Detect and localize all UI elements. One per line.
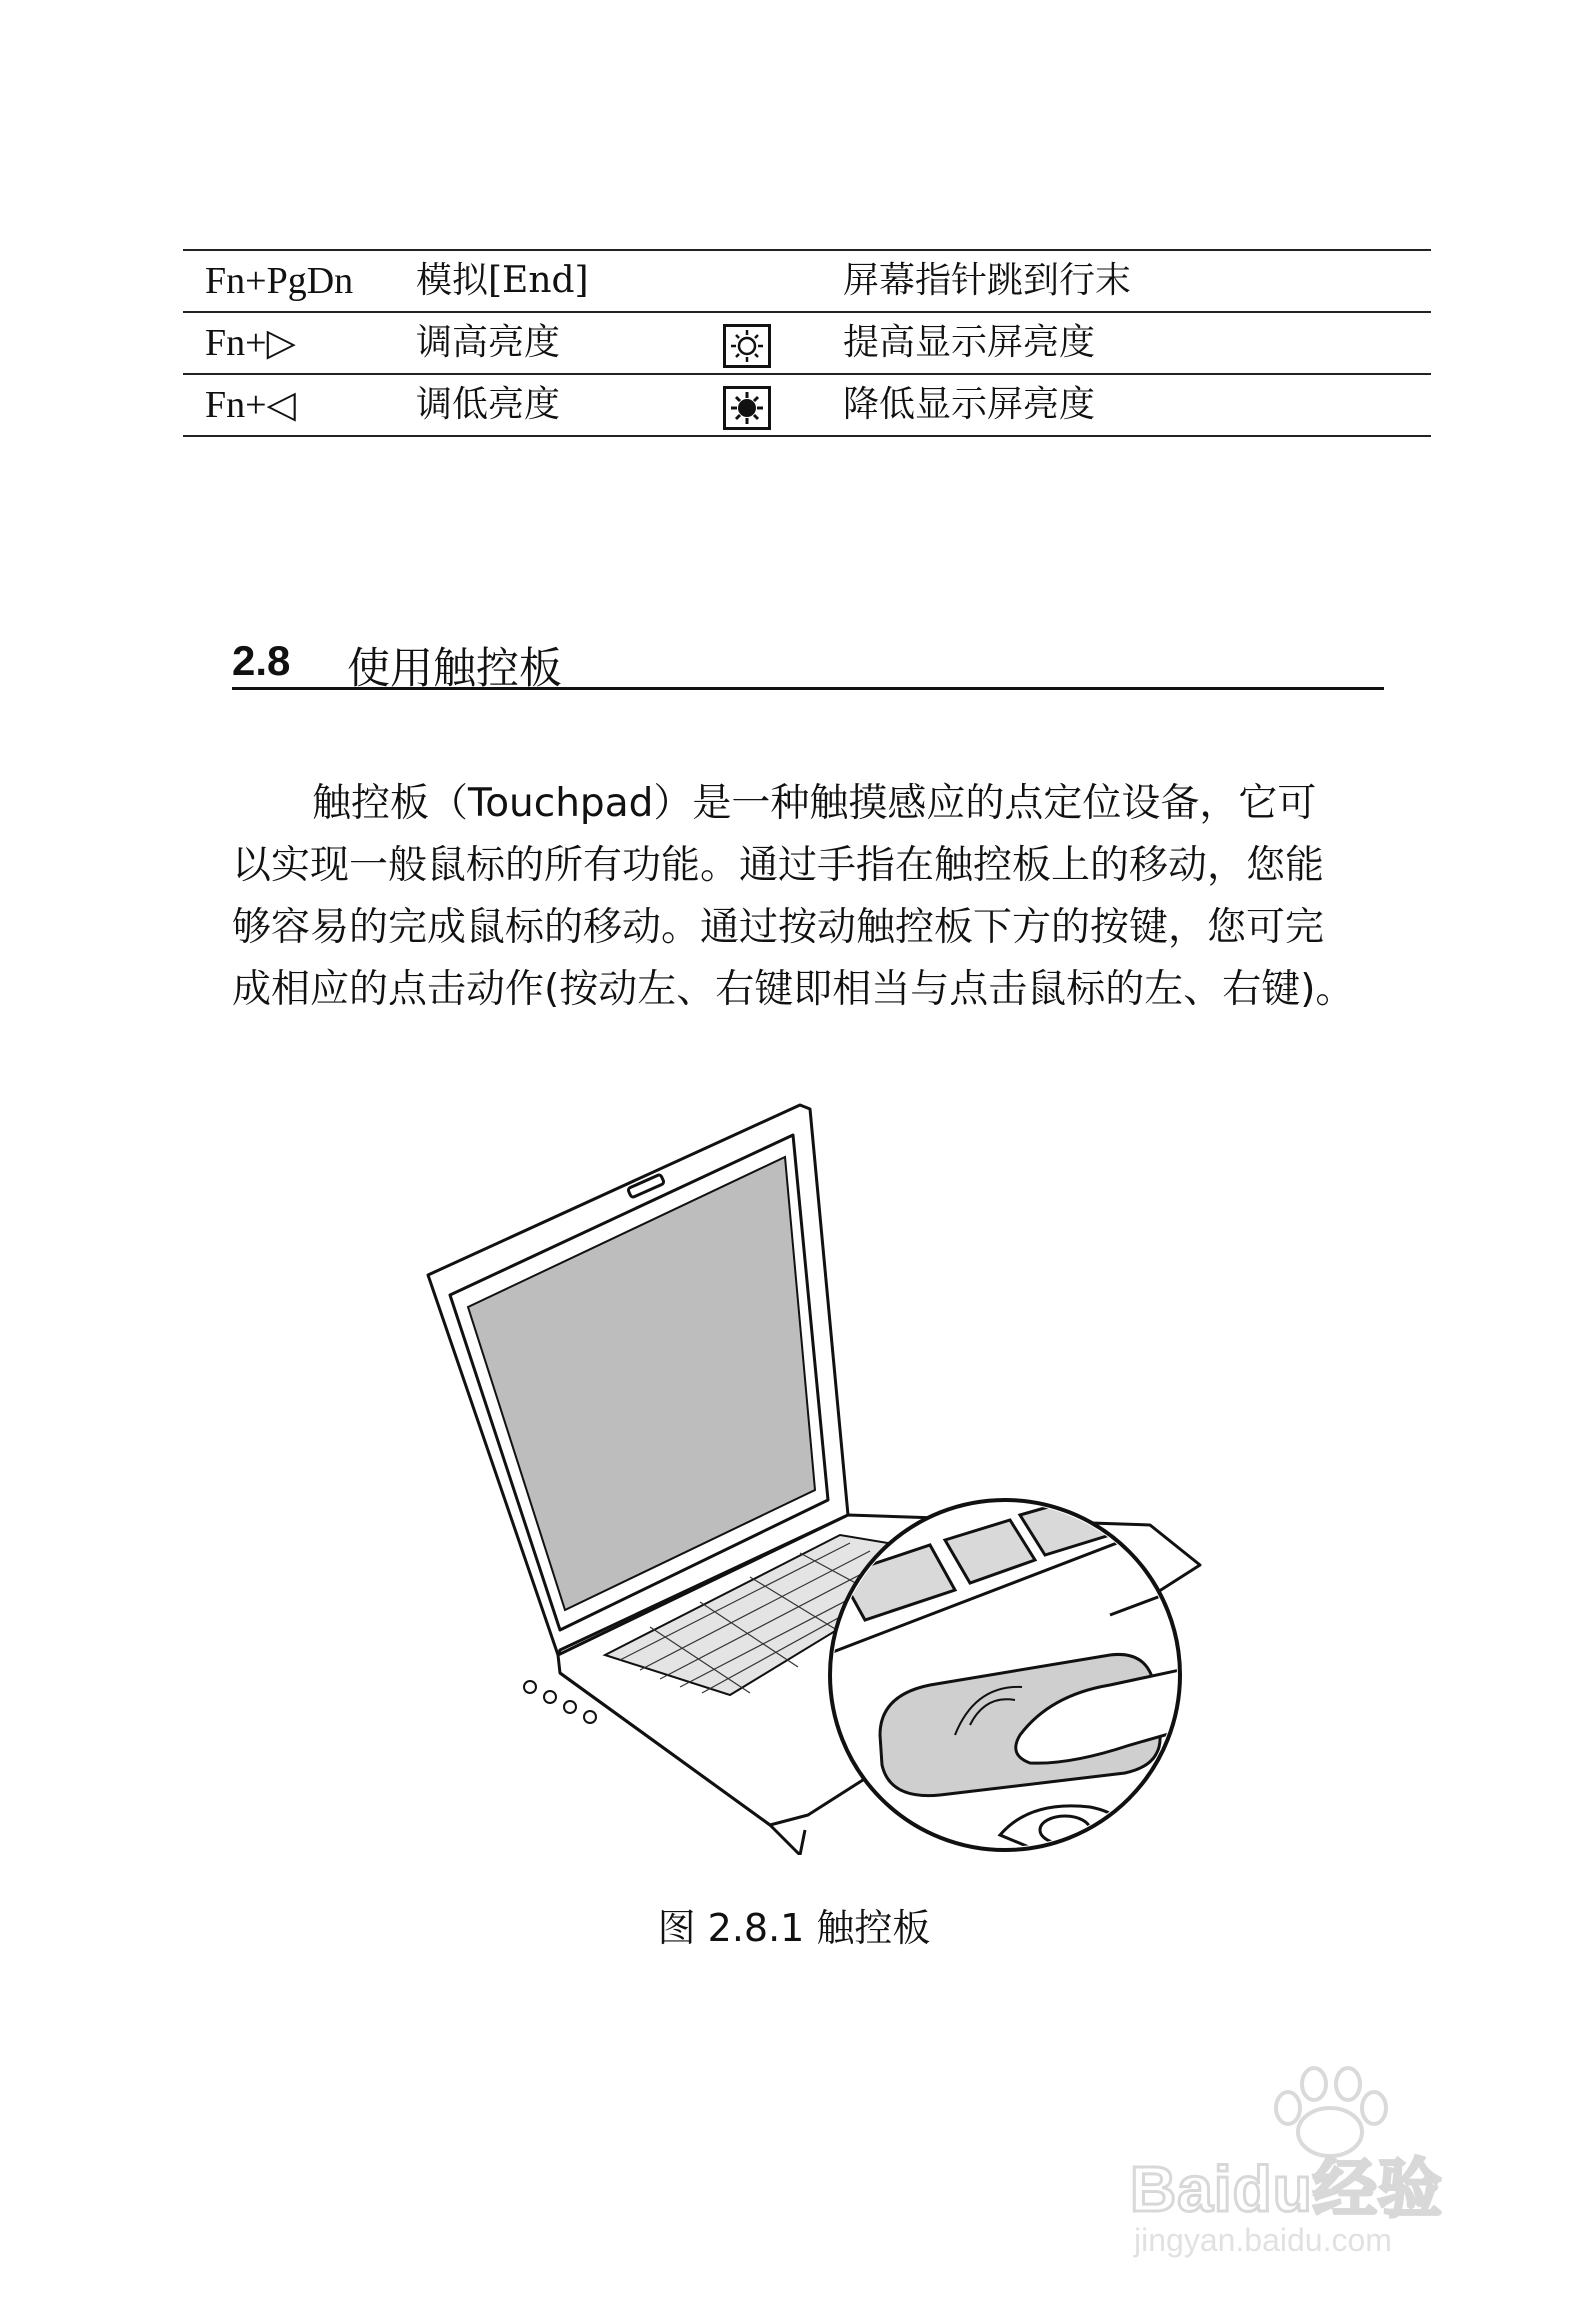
key-description: 提高显示屏亮度 <box>843 322 1096 363</box>
sun-outline-icon <box>723 324 771 368</box>
laptop-touchpad-illustration <box>410 1095 1210 1855</box>
key-description: 降低显示屏亮度 <box>843 384 1096 425</box>
key-description: 屏幕指针跳到行末 <box>843 260 1132 301</box>
baidu-jingyan-watermark <box>1100 2060 1540 2270</box>
watermark-url: jingyan.baidu.com <box>1134 2222 1392 2258</box>
body-paragraph <box>232 773 1392 1021</box>
sun-filled-icon <box>723 386 771 430</box>
table-row <box>183 373 1431 437</box>
key-function: 调高亮度 <box>416 322 561 363</box>
paragraph-line: 够容易的完成鼠标的移动。通过按动触控板下方的按键，您可完 <box>232 905 1325 950</box>
key-combo: Fn+PgDn <box>205 260 354 302</box>
paragraph-line: 成相应的点击动作(按动左、右键即相当与点击鼠标的左、右键)。 <box>232 967 1355 1012</box>
paragraph-line: 触控板（Touchpad）是一种触摸感应的点定位设备，它可 <box>312 781 1317 826</box>
section-heading <box>232 633 1384 694</box>
paragraph-line: 以实现一般鼠标的所有功能。通过手指在触控板上的移动，您能 <box>232 843 1325 888</box>
table-row <box>183 249 1431 311</box>
key-function: 模拟[End] <box>416 260 589 301</box>
key-combo: Fn+▷ <box>205 322 296 364</box>
figure-caption: 图 2.8.1 触控板 <box>657 1906 931 1950</box>
section-number: 2.8 <box>232 637 291 684</box>
key-combo: Fn+◁ <box>205 384 296 426</box>
section-title: 使用触控板 <box>347 644 562 694</box>
fn-key-table <box>183 249 1431 437</box>
watermark-brand: Baidu经验 <box>1130 2153 1443 2225</box>
table-row <box>183 311 1431 373</box>
key-function: 调低亮度 <box>416 384 561 425</box>
